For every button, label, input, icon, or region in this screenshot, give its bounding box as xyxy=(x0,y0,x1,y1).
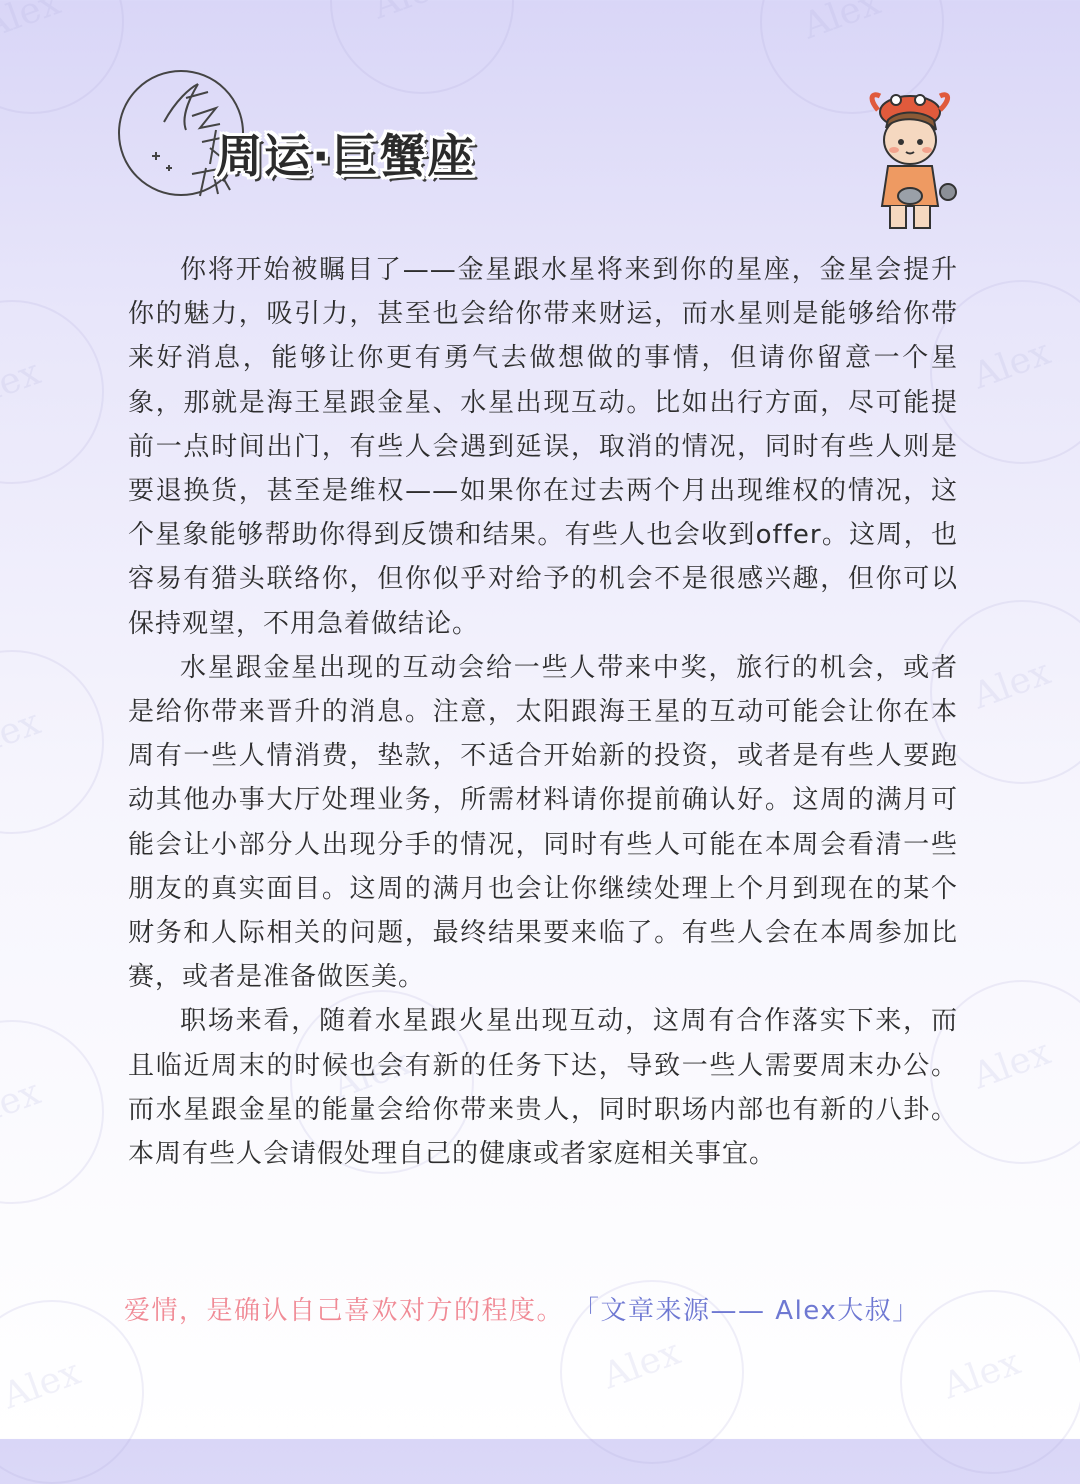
paragraph-3: 职场来看，随着水星跟火星出现互动，这周有合作落实下来，而且临近周末的时候也会有新的任务下达，导致一些人需要周末办公。而水星跟金星的能量会给你带来贵人，同时职场内部也有新的八卦。本周有些人会请假处理自己的健康或者家庭相关事宜。 xyxy=(128,1006,958,1170)
love-quote: 爱情，是确认自己喜欢对方的程度。 xyxy=(124,1296,565,1326)
footer-line xyxy=(124,1290,964,1327)
crab-kid-mascot-icon xyxy=(860,88,970,238)
source-credit: 「文章来源—— Alex大叔」 xyxy=(586,1296,920,1326)
paragraph-2: 水星跟金星出现的互动会给一些人带来中奖，旅行的机会，或者是给你带来晋升的消息。注意，太阳跟海王星的互动可能会让你在本周有一些人情消费，垫款，不适合开始新的投资，或者是有些人要跑动其他办事大厅处理业务，所需材料请你提前确认好。这周的满月可能会让小部分人出现分手的情况，同时有些人可能在本周会看清一些朋友的真实面目。这周的满月也会让你继续处理上个月到现在的某个财务和人际相关的问题，最终结果要来临了。有些人会在本周参加比赛，或者是准备做医美。 xyxy=(128,652,958,993)
horoscope-article xyxy=(128,248,958,1176)
page-title: 周运·巨蟹座 xyxy=(216,129,476,183)
page-header xyxy=(118,58,978,208)
paragraph-1: 你将开始被瞩目了——金星跟水星将来到你的星座，金星会提升你的魅力，吸引力，甚至也会给你带来财运，而水星则是能够给你带来好消息，能够让你更有勇气去做想做的事情，但请你留意一个星象，那就是海王星跟金星、水星出现互动。比如出行方面，尽可能提前一点时间出门，有些人会遇到延误，取消的情况，同时有些人则是要退换货，甚至是维权——如果你在过去两个月出现维权的情况，这个星象能够帮助你得到反馈和结果。有些人也会收到offer。这周，也容易有猎头联络你，但你似乎对给予的机会不是很感兴趣，但你可以保持观望，不用急着做结论。 xyxy=(128,255,958,639)
